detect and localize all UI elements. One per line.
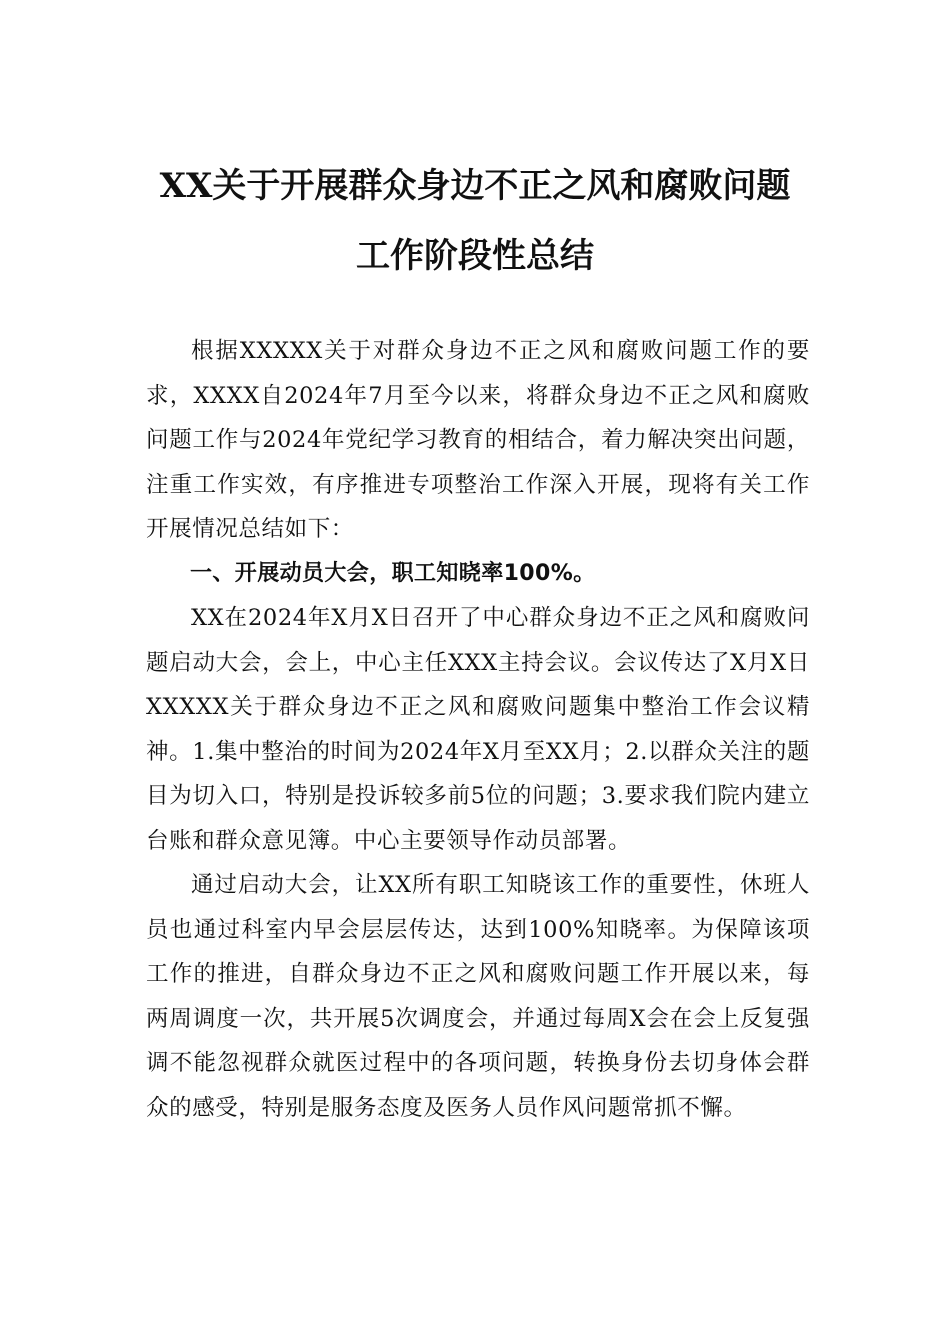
section-1-heading: 一、开展动员大会，职工知晓率100%。 [190,560,596,586]
document-title-line-2: 工作阶段性总结 [356,236,594,276]
intro-paragraph: 根据XXXXX关于对群众身边不正之风和腐败问题工作的要求，XXXX自2024年7月至今以来，将群众身边不正之风和腐败问题工作与2024年党纪学习教育的相结合，着力解决突出问题，注重工作实效，有序推进专项整治工作深入开展，现将有关工作开展情况总结如下： [146,338,810,542]
document-body [146,329,810,1130]
section-1-paragraph-2: 通过启动大会，让XX所有职工知晓该工作的重要性，休班人员也通过科室内早会层层传达，达到100%知晓率。为保障该项工作的推进，自群众身边不正之风和腐败问题工作开展以来，每两周调度一次，共开展5次调度会，并通过每周X会在会上反复强调不能忽视群众就医过程中的各项问题，转换身份去切身体会群众的感受，特别是服务态度及医务人员作风问题常抓不懈。 [146,872,810,1121]
document-title-line-1: XX关于开展群众身边不正之风和腐败问题 [159,166,791,206]
section-1-paragraph-1: XX在2024年X月X日召开了中心群众身边不正之风和腐败问题启动大会，会上，中心主任XXX主持会议。会议传达了X月X日XXXXX关于群众身边不正之风和腐败问题集中整治工作会议精神。1.集中整治的时间为2024年X月至XX月；2.以群众关注的题目为切入口，特别是投诉较多前5位的问题；3.要求我们院内建立台账和群众意见簿。中心主要领导作动员部署。 [146,605,810,854]
